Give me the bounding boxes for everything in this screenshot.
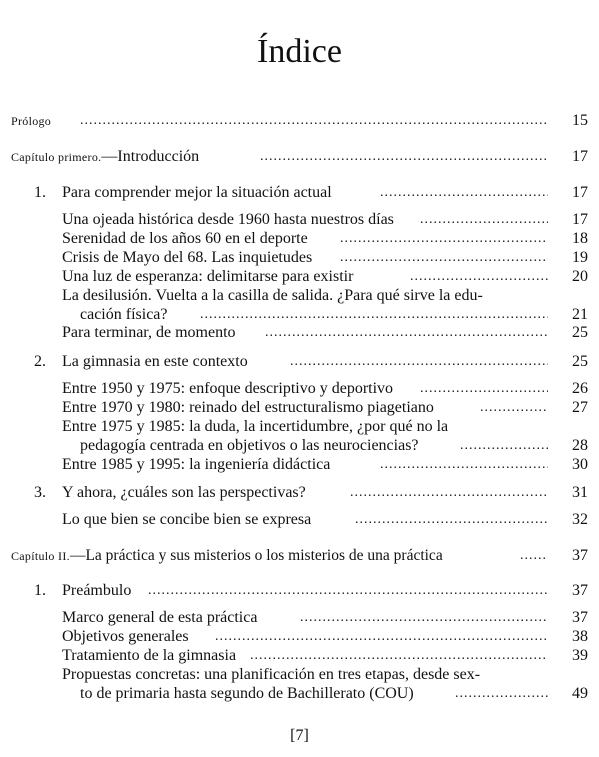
chapter-prefix: Capítulo II. xyxy=(11,549,70,563)
toc-label: Una ojeada histórica desde 1960 hasta nuestros días xyxy=(62,211,394,228)
toc-page-number: 18 xyxy=(548,229,588,249)
toc-entry-subsection[interactable] xyxy=(0,398,599,418)
leader-dots xyxy=(380,183,549,203)
leader-dots xyxy=(420,379,549,399)
toc-page-number: 28 xyxy=(548,436,588,456)
toc-label: Prólogo xyxy=(11,111,53,131)
toc-label: Entre 1985 y 1995: la ingeniería didáctica xyxy=(62,456,331,473)
leader-dots xyxy=(80,111,549,131)
toc-label: Propuestas concretas: una planificación en tres etapas, desde sex- xyxy=(62,666,481,683)
toc-page-number: 20 xyxy=(548,267,588,287)
leader-dots xyxy=(300,608,549,628)
toc-label: Marco general de esta práctica xyxy=(62,609,258,626)
toc-label: Y ahora, ¿cuáles son las perspectivas? xyxy=(62,484,306,501)
leader-dots xyxy=(260,147,549,167)
toc-entry-subsection-line1[interactable] xyxy=(0,286,599,306)
leader-dots xyxy=(340,248,549,268)
page-title: Índice xyxy=(257,33,342,70)
toc-entry-subsection[interactable] xyxy=(0,323,599,343)
toc-page-number: 49 xyxy=(548,684,588,704)
section-number: 2. xyxy=(34,353,46,370)
toc-page-number: 21 xyxy=(548,305,588,325)
leader-dots xyxy=(200,305,549,325)
toc-entry-subsection-line1[interactable] xyxy=(0,665,599,685)
toc-label: Crisis de Mayo del 68. Las inquietudes xyxy=(62,249,313,266)
leader-dots xyxy=(250,646,549,666)
leader-dots xyxy=(340,229,549,249)
leader-dots xyxy=(148,581,549,601)
chapter-title: —Introducción xyxy=(101,148,200,165)
toc-page-number: 30 xyxy=(548,455,588,475)
toc-page-number: 27 xyxy=(548,398,588,418)
leader-dots xyxy=(520,546,549,566)
toc-label: Entre 1970 y 1980: reinado del estructuralismo piagetiano xyxy=(62,399,434,416)
toc-page-number: 25 xyxy=(548,323,588,343)
toc-page-number: 19 xyxy=(548,248,588,268)
toc-page-number: 37 xyxy=(548,546,588,566)
toc-label: Preámbulo xyxy=(62,582,132,599)
toc-entry-section-3[interactable] xyxy=(0,483,599,503)
leader-dots xyxy=(290,352,549,372)
toc-label: Serenidad de los años 60 en el deporte xyxy=(62,230,308,247)
leader-dots xyxy=(265,323,549,343)
toc-entry-subsection[interactable] xyxy=(0,248,599,268)
leader-dots xyxy=(410,267,549,287)
toc-page-number: 39 xyxy=(548,646,588,666)
toc-label: pedagogía centrada en objetivos o las neurociencias? xyxy=(80,437,419,454)
toc-entry-subsection[interactable] xyxy=(0,627,599,647)
section-number: 1. xyxy=(34,582,46,599)
toc-page-number: 37 xyxy=(548,581,588,601)
leader-dots xyxy=(420,210,549,230)
toc-entry-section-1[interactable] xyxy=(0,183,599,203)
toc-entry-section-1[interactable] xyxy=(0,581,599,601)
leader-dots xyxy=(350,483,549,503)
toc-page-number: 31 xyxy=(548,483,588,503)
toc-label: La gimnasia en este contexto xyxy=(62,353,248,370)
toc-entry-subsection[interactable] xyxy=(0,646,599,666)
toc-label: Objetivos generales xyxy=(62,628,189,645)
toc-label: Tratamiento de la gimnasia xyxy=(62,647,237,664)
toc-page-number: 32 xyxy=(548,510,588,530)
page-folio: [7] xyxy=(290,727,309,744)
leader-dots xyxy=(355,510,549,530)
toc-label: Lo que bien se concibe bien se expresa xyxy=(62,511,312,528)
toc-page-number: 38 xyxy=(548,627,588,647)
leader-dots xyxy=(460,436,549,456)
toc-page-number: 17 xyxy=(548,183,588,203)
toc-label: Entre 1975 y 1985: la duda, la incertidumbre, ¿por qué no la xyxy=(62,418,449,435)
leader-dots xyxy=(455,684,549,704)
toc-entry-subsection[interactable] xyxy=(0,608,599,628)
section-number: 1. xyxy=(34,184,46,201)
toc-page-number: 25 xyxy=(548,352,588,372)
toc-entry-chapter-1[interactable] xyxy=(0,147,599,167)
section-number: 3. xyxy=(34,484,46,501)
toc-page-number: 15 xyxy=(548,111,588,131)
toc-entry-subsection-line2[interactable] xyxy=(0,305,599,325)
toc-label: Una luz de esperanza: delimitarse para existir xyxy=(62,268,354,285)
toc-entry-subsection[interactable] xyxy=(0,229,599,249)
chapter-title: —La práctica y sus misterios o los misterios de una práctica xyxy=(69,547,443,564)
toc-page-number: 26 xyxy=(548,379,588,399)
leader-dots xyxy=(380,455,549,475)
toc-entry-subsection-line2[interactable] xyxy=(0,684,599,704)
toc-entry-subsection[interactable] xyxy=(0,379,599,399)
toc-page-number: 17 xyxy=(548,147,588,167)
toc-label: Para terminar, de momento xyxy=(62,324,236,341)
toc-label: cación física? xyxy=(80,306,168,323)
toc-label xyxy=(11,147,201,167)
toc-label: Entre 1950 y 1975: enfoque descriptivo y deportivo xyxy=(62,380,394,397)
toc-entry-subsection-line2[interactable] xyxy=(0,436,599,456)
toc-page-number: 17 xyxy=(548,210,588,230)
toc-entry-subsection[interactable] xyxy=(0,510,599,530)
toc-label: La desilusión. Vuelta a la casilla de salida. ¿Para qué sirve la edu- xyxy=(62,287,483,304)
toc-entry-subsection[interactable] xyxy=(0,455,599,475)
toc-label: to de primaria hasta segundo de Bachillerato (COU) xyxy=(80,685,414,702)
toc-entry-subsection-line1[interactable] xyxy=(0,417,599,437)
chapter-prefix: Capítulo primero. xyxy=(11,150,102,164)
toc-label: Para comprender mejor la situación actual xyxy=(62,184,332,201)
leader-dots xyxy=(215,627,549,647)
toc-page-number: 37 xyxy=(548,608,588,628)
toc-label xyxy=(11,546,445,566)
toc-entry-section-2[interactable] xyxy=(0,352,599,372)
toc-entry-subsection[interactable] xyxy=(0,267,599,287)
toc-entry-chapter-2[interactable] xyxy=(0,546,599,566)
leader-dots xyxy=(480,398,549,418)
toc-entry-prologo[interactable] xyxy=(0,111,599,131)
toc-entry-subsection[interactable] xyxy=(0,210,599,230)
